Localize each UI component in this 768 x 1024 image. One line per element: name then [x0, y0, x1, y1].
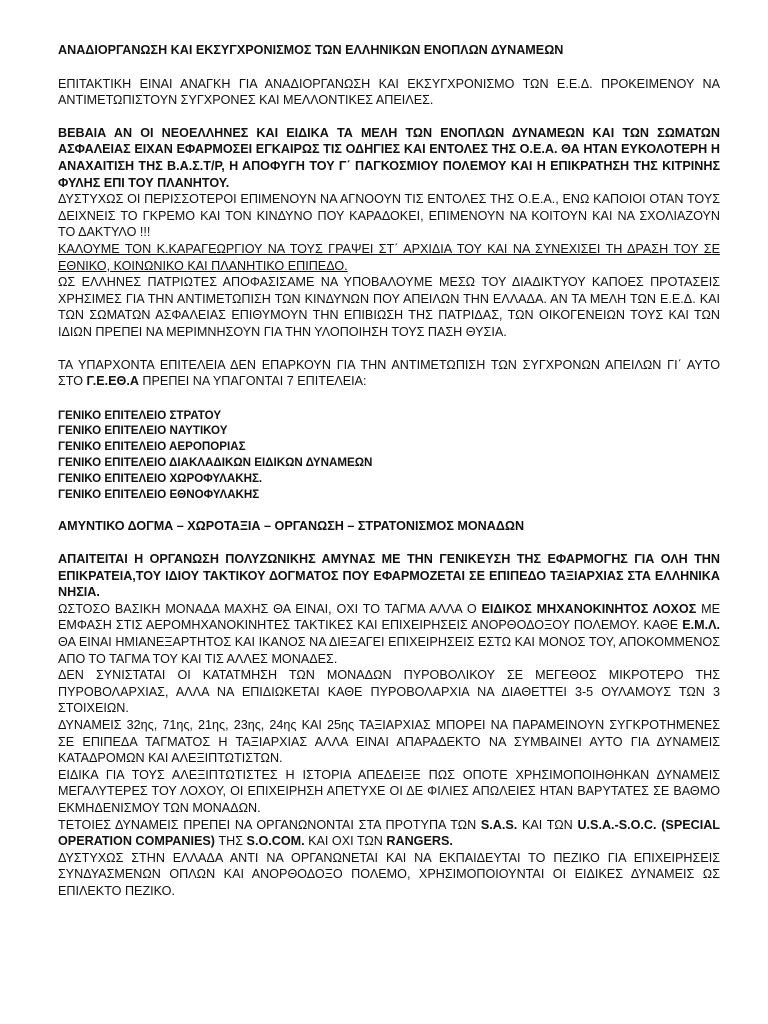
sas-text-4: ΚΑΙ ΟΧΙ ΤΩΝ: [304, 834, 387, 849]
staffs-list: [58, 408, 720, 503]
paragraph-artillery: ΔΕΝ ΣΥΝΙΣΤΑΤΑΙ ΟΙ ΚΑΤΑΤΜΗΣΗ ΤΩΝ ΜΟΝΑΔΩΝ ΠΥΡΟΒΟΛΙΚΟΥ ΣΕ ΜΕΓΕΘΟΣ ΜΙΚΡΟΤΕΡΟ ΤΗΣ ΠΥΡΟΒΟΛΑΡΧΙΑΣ, ΑΛΛΑ ΝΑ ΕΠΙΔΙΩΚΕΤΑΙ ΚΑΘΕ ΠΥΡΟΒΟΛΑΡΧΙΑ ΝΑ ΔΙΑΘΕΤΤΕΙ 3-5 ΟΥΛΑΜΟΥΣ ΤΩΝ 3 ΣΤΟΙΧΕΙΩΝ.: [58, 668, 720, 716]
staff-list-item: ΓΕΝΙΚΟ ΕΠΙΤΕΛΕΙΟ ΔΙΑΚΛΑΔΙΚΩΝ ΕΙΔΙΚΩΝ ΔΥΝΑΜΕΩΝ: [58, 456, 373, 470]
paragraph-unit: [58, 601, 720, 667]
socom-name: S.O.COM.: [246, 834, 305, 849]
sas-text: ΤΕΤΟΙΕΣ ΔΥΝΑΜΕΙΣ ΠΡΕΠΕΙ ΝΑ ΟΡΓΑΝΩΝΟΝΤΑΙ ΣΤΑ ΠΡΟΤΥΠΑ ΤΩΝ: [58, 817, 481, 832]
unit-text-3: ΘΑ ΕΙΝΑΙ ΗΜΙΑΝΕΞΑΡΤΗΤΟΣ ΚΑΙ ΙΚΑΝΟΣ ΝΑ ΔΙΕΞΑΓΕΙ ΕΠΙΧΕΙΡΗΣΕΙΣ ΕΣΤΩ ΚΑΙ ΜΟΝΟΣ ΤΟΥ, ΑΠΟΚΟΜΜΕΝΟΣ ΑΠΟ ΤΟ ΤΑΓΜΑ ΤΟΥ ΚΑΙ ΤΙΣ ΑΛΛΕΣ ΜΟΝΑΔΕΣ.: [58, 635, 720, 666]
staff-list-item: ΓΕΝΙΚΟ ΕΠΙΤΕΛΕΙΟ ΝΑΥΤΙΚΟΥ: [58, 424, 228, 438]
bold-paragraph-2: ΑΠΑΙΤΕΙΤΑΙ Η ΟΡΓΑΝΩΣΗ ΠΟΛΥΖΩΝΙΚΗΣ ΑΜΥΝΑΣ ΜΕ ΤΗΝ ΓΕΝΙΚΕΥΣΗ ΤΗΣ ΕΦΑΡΜΟΓΗΣ ΓΙΑ ΟΛΗ ΤΗΝ ΕΠΙΚΡΑΤΕΙΑ,ΤΟΥ ΙΔΙΟΥ ΤΑΚΤΙΚΟΥ ΔΟΓΜΑΤΟΣ ΠΟΥ ΕΦΑΡΜΟΖΕΤΑΙ ΣΕ ΕΠΙΠΕΔΟ ΤΑΞΙΑΡΧΙΑΣ ΣΤΑ ΕΛΛΗΝΙΚΑ ΝΗΣΙΑ.: [58, 552, 720, 600]
usa-soc-name: U.S.A.-S.O.C. (SPECIAL OPERATION COMPANIES): [58, 817, 720, 849]
unit-text: ΩΣΤΟΣΟ ΒΑΣΙΚΗ ΜΟΝΑΔΑ ΜΑΧΗΣ ΘΑ ΕΙΝΑΙ, ΟΧΙ ΤΟ ΤΑΓΜΑ ΑΛΛΑ Ο: [58, 601, 482, 616]
bold-paragraph: ΒΕΒΑΙΑ ΑΝ ΟΙ ΝΕΟΕΛΛΗΝΕΣ ΚΑΙ ΕΙΔΙΚΑ ΤΑ ΜΕΛΗ ΤΩΝ ΕΝΟΠΛΩΝ ΔΥΝΑΜΕΩΝ ΚΑΙ ΤΩΝ ΣΩΜΑΤΩΝ ΑΣΦΑΛΕΙΑΣ ΕΙΧΑΝ ΕΦΑΡΜΟΣΕΙ ΕΓΚΑΙΡΩΣ ΤΙΣ ΟΔΗΓΙΕΣ ΚΑΙ ΕΝΤΟΛΕΣ ΤΗΣ Ο.Ε.Α. ΘΑ ΗΤΑΝ ΕΥΚΟΛΟΤΕΡΗ Η ΑΝΑΧΑΙΤΙΣΗ ΤΗΣ Β.Α.Σ.Τ/Ρ, Η ΑΠΟΦΥΓΗ ΤΟΥ Γ΄ ΠΑΓΚΟΣΜΙΟΥ ΠΟΛΕΜΟΥ ΚΑΙ Η ΕΠΙΚΡΑΤΗΣΗ ΤΗΣ ΚΙΤΡΙΝΗΣ ΦΥΛΗΣ ΕΠΙ ΤΟΥ ΠΛΑΝΗΤΟΥ.: [58, 125, 720, 190]
staffs-intro-text: ΤΑ ΥΠΑΡΧΟΝΤΑ ΕΠΙΤΕΛΕΙΑ ΔΕΝ ΕΠΑΡΚΟΥΝ ΓΙΑ ΤΗΝ ΑΝΤΙΜΕΤΩΠΙΣΗ ΤΩΝ ΣΥΓΧΡΟΝΩΝ ΑΠΕΙΛΩΝ ΓΙ΄ ΑΥΤΟ ΣΤΟ: [58, 357, 720, 389]
unit-name: ΕΙΔΙΚΟΣ ΜΗΧΑΝΟΚΙΝΗΤΟΣ ΛΟΧΟΣ: [481, 601, 697, 616]
paragraph-forces: ΔΥΝΑΜΕΙΣ 32ης, 71ης, 21ης, 23ης, 24ης ΚΑΙ 25ης ΤΑΞΙΑΡΧΙΑΣ ΜΠΟΡΕΙ ΝΑ ΠΑΡΑΜΕΙΝΟΥΝ ΣΥΓΚΡΟΤΗΜΕΝΕΣ ΣΕ ΕΠΙΠΕΔΑ ΤΑΓΜΑΤΟΣ Η ΤΑΞΙΑΡΧΙΑΣ ΑΛΛΑ ΕΙΝΑΙ ΑΠΑΡΑΔΕΚΤΟ ΝΑ ΣΥΜΒΑΙΝΕΙ ΑΥΤΟ ΓΙΑ ΔΥΝΑΜΕΙΣ ΚΑΤΑΔΡΟΜΩΝ ΚΑΙ ΑΛΕΞΙΠΤΩΤΙΣΤΩΝ.: [58, 718, 720, 766]
staff-list-item: ΓΕΝΙΚΟ ΕΠΙΤΕΛΕΙΟ ΕΘΝΟΦΥΛΑΚΗΣ: [58, 487, 260, 501]
intro-paragraph: ΕΠΙΤΑΚΤΙΚΗ ΕΙΝΑΙ ΑΝΑΓΚΗ ΓΙΑ ΑΝΑΔΙΟΡΓΑΝΩΣΗ ΚΑΙ ΕΚΣΥΓΧΡΟΝΙΣΜΟ ΤΩΝ Ε.Ε.Δ. ΠΡΟΚΕΙΜΕΝΟΥ ΝΑ ΑΝΤΙΜΕΤΩΠΙΣΤΟΥΝ ΣΥΓΧΡΟΝΕΣ ΚΑΙ ΜΕΛΛΟΝΤΙΚΕΣ ΑΠΕΙΛΕΣ.: [58, 76, 720, 108]
sas-name: S.A.S.: [480, 817, 518, 832]
unit-abbrev: Ε.Μ.Λ.: [682, 618, 720, 633]
staffs-intro-acronym: Γ.Ε.ΕΘ.Α: [86, 374, 139, 389]
sas-text-2: ΚΑΙ ΤΩΝ: [517, 817, 578, 832]
staff-list-item: ΓΕΝΙΚΟ ΕΠΙΤΕΛΕΙΟ ΧΩΡΟΦΥΛΑΚΗΣ.: [58, 471, 263, 485]
paragraph-call: ΚΑΛΟΥΜΕ ΤΟΝ Κ.ΚΑΡΑΓΕΩΡΓΙΟΥ ΝΑ ΤΟΥΣ ΓΡΑΨΕΙ ΣΤ΄ ΑΡΧΙΔΙΑ ΤΟΥ ΚΑΙ ΝΑ ΣΥΝΕΧΙΣΕΙ ΤΗ ΔΡΑΣΗ ΤΟΥ ΣΕ ΕΘΝΙΚΟ, ΚΟΙΝΩΝΙΚΟ ΚΑΙ ΠΛΑΝΗΤΙΚΟ ΕΠΙΠΕΔΟ.: [58, 241, 720, 273]
staff-list-item: ΓΕΝΙΚΟ ΕΠΙΤΕΛΕΙΟ ΣΤΡΑΤΟΥ: [58, 408, 222, 422]
paragraph-unfortunately: ΔΥΣΤΥΧΩΣ ΟΙ ΠΕΡΙΣΣΟΤΕΡΟΙ ΕΠΙΜΕΝΟΥΝ ΝΑ ΑΓΝΟΟΥΝ ΤΙΣ ΕΝΤΟΛΕΣ ΤΗΣ Ο.Ε.Α., ΕΝΩ ΚΑΠΟΙΟΙ ΟΤΑΝ ΤΟΥΣ ΔΕΙΧΝΕΙΣ ΤΟ ΓΚΡΕΜΟ ΚΑΙ ΤΟΝ ΚΙΝΔΥΝΟ ΠΟΥ ΚΑΡΑΔΟΚΕΙ, ΕΠΙΜΕΝΟΥΝ ΝΑ ΚΟΙΤΟΥΝ ΚΑΙ ΝΑ ΣΧΟΛΙΑΖΟΥΝ ΤΟ ΔΑΚΤΥΛΟ !!!: [58, 192, 720, 240]
staff-list-item: ΓΕΝΙΚΟ ΕΠΙΤΕΛΕΙΟ ΑΕΡΟΠΟΡΙΑΣ: [58, 440, 246, 454]
paragraph-sas: [58, 817, 720, 850]
sas-text-3: ΤΗΣ: [214, 834, 247, 849]
section2-title: ΑΜΥΝΤΙΚΟ ΔΟΓΜΑ – ΧΩΡΟΤΑΞΙΑ – ΟΡΓΑΝΩΣΗ – ΣΤΡΑΤΟΝΙΣΜΟΣ ΜΟΝΑΔΩΝ: [58, 519, 525, 534]
staffs-intro-paragraph: [58, 357, 720, 390]
paragraph-greece: ΔΥΣΤΥΧΩΣ ΣΤΗΝ ΕΛΛΑΔΑ ΑΝΤΙ ΝΑ ΟΡΓΑΝΩΝΕΤΑΙ ΚΑΙ ΝΑ ΕΚΠΑΙΔΕΥΤΑΙ ΤΟ ΠΕΖΙΚΟ ΓΙΑ ΕΠΙΧΕΙΡΗΣΕΙΣ ΣΥΝΔΥΑΣΜΕΝΩΝ ΟΠΛΩΝ ΚΑΙ ΑΝΟΡΘΟΔΟΞΟ ΠΟΛΕΜΟ, ΧΡΗΣΙΜΟΠΟΙΟΥΝΤΑΙ ΟΙ ΕΙΔΙΚΕΣ ΔΥΝΑΜΕΙΣ ΩΣ ΕΠΙΛΕΚΤΟ ΠΕΖΙΚΟ.: [58, 850, 720, 898]
paragraph-paratroopers: ΕΙΔΙΚΑ ΓΙΑ ΤΟΥΣ ΑΛΕΞΙΠΤΩΤΙΣΤΕΣ Η ΙΣΤΟΡΙΑ ΑΠΕΔΕΙΞΕ ΠΩΣ ΟΠΟΤΕ ΧΡΗΣΙΜΟΠΟΙΗΘΗΚΑΝ ΔΥΝΑΜΕΙΣ ΜΕΓΑΛΥΤΕΡΕΣ ΤΟΥ ΛΟΧΟΥ, ΟΙ ΕΠΙΧΕΙΡΗΣΗ ΑΠΕΤΥΧΕ ΟΙ ΔΕ ΦΙΛΙΕΣ ΑΠΩΛΕΙΕΣ ΗΤΑΝ ΒΑΡΥΤΑΤΕΣ ΣΕ ΒΑΘΜΟ ΕΚΜΗΔΕΝΙΣΜΟΥ ΤΩΝ ΜΟΝΑΔΩΝ.: [58, 767, 720, 815]
document-title: ΑΝΑΔΙΟΡΓΑΝΩΣΗ ΚΑΙ ΕΚΣΥΓΧΡΟΝΙΣΜΟΣ ΤΩΝ ΕΛΛΗΝΙΚΩΝ ΕΝΟΠΛΩΝ ΔΥΝΑΜΕΩΝ: [58, 43, 564, 57]
unit-text-2: ΜΕ ΕΜΦΑΣΗ ΣΤΙΣ ΑΕΡΟΜΗΧΑΝΟΚΙΝΗΤΕΣ ΤΑΚΤΙΚΕΣ ΚΑΙ ΕΠΙΧΕΙΡΗΣΕΙΣ ΑΝΟΡΘΟΔΟΞΟΥ ΠΟΛΕΜΟΥ. ΚΑΘΕ: [58, 601, 720, 633]
paragraph-patriots: ΩΣ ΕΛΛΗΝΕΣ ΠΑΤΡΙΩΤΕΣ ΑΠΟΦΑΣΙΣΑΜΕ ΝΑ ΥΠΟΒΑΛΟΥΜΕ ΜΕΣΩ ΤΟΥ ΔΙΑΔΙΚΤΥΟΥ ΚΑΠΟΕΣ ΠΡΟΤΑΣΕΙΣ ΧΡΗΣΙΜΕΣ ΓΙΑ ΤΗΝ ΑΝΤΙΜΕΤΩΠΙΣΗ ΤΩΝ ΚΙΝΔΥΝΩΝ ΠΟΥ ΑΠΕΙΛΩΝ ΤΗΝ ΕΛΛΑΔΑ. ΑΝ ΤΑ ΜΕΛΗ ΤΩΝ Ε.Ε.Δ. ΚΑΙ ΤΩΝ ΣΩΜΑΤΩΝ ΑΣΦΑΛΕΙΑΣ ΕΠΙΘΥΜΟΥΝ ΤΗΝ ΕΠΙΒΙΩΣΗ ΤΗΣ ΠΑΤΡΙΔΑΣ, ΤΩΝ ΟΙΚΟΓΕΝΕΙΩΝ ΤΟΥΣ ΚΑΙ ΤΩΝ ΙΔΙΩΝ ΠΡΕΠΕΙ ΝΑ ΜΕΡΙΜΝΗΣΟΥΝ ΓΙΑ ΤΗΝ ΥΛΟΠΟΙΗΣΗ ΤΟΥΣ ΠΑΣΗ ΘΥΣΙΑ.: [58, 275, 720, 339]
rangers-name: RANGERS.: [386, 834, 453, 849]
staffs-intro-text-end: ΠΡΕΠΕΙ ΝΑ ΥΠΑΓΟΝΤΑΙ 7 ΕΠΙΤΕΛΕΙΑ:: [138, 374, 367, 389]
